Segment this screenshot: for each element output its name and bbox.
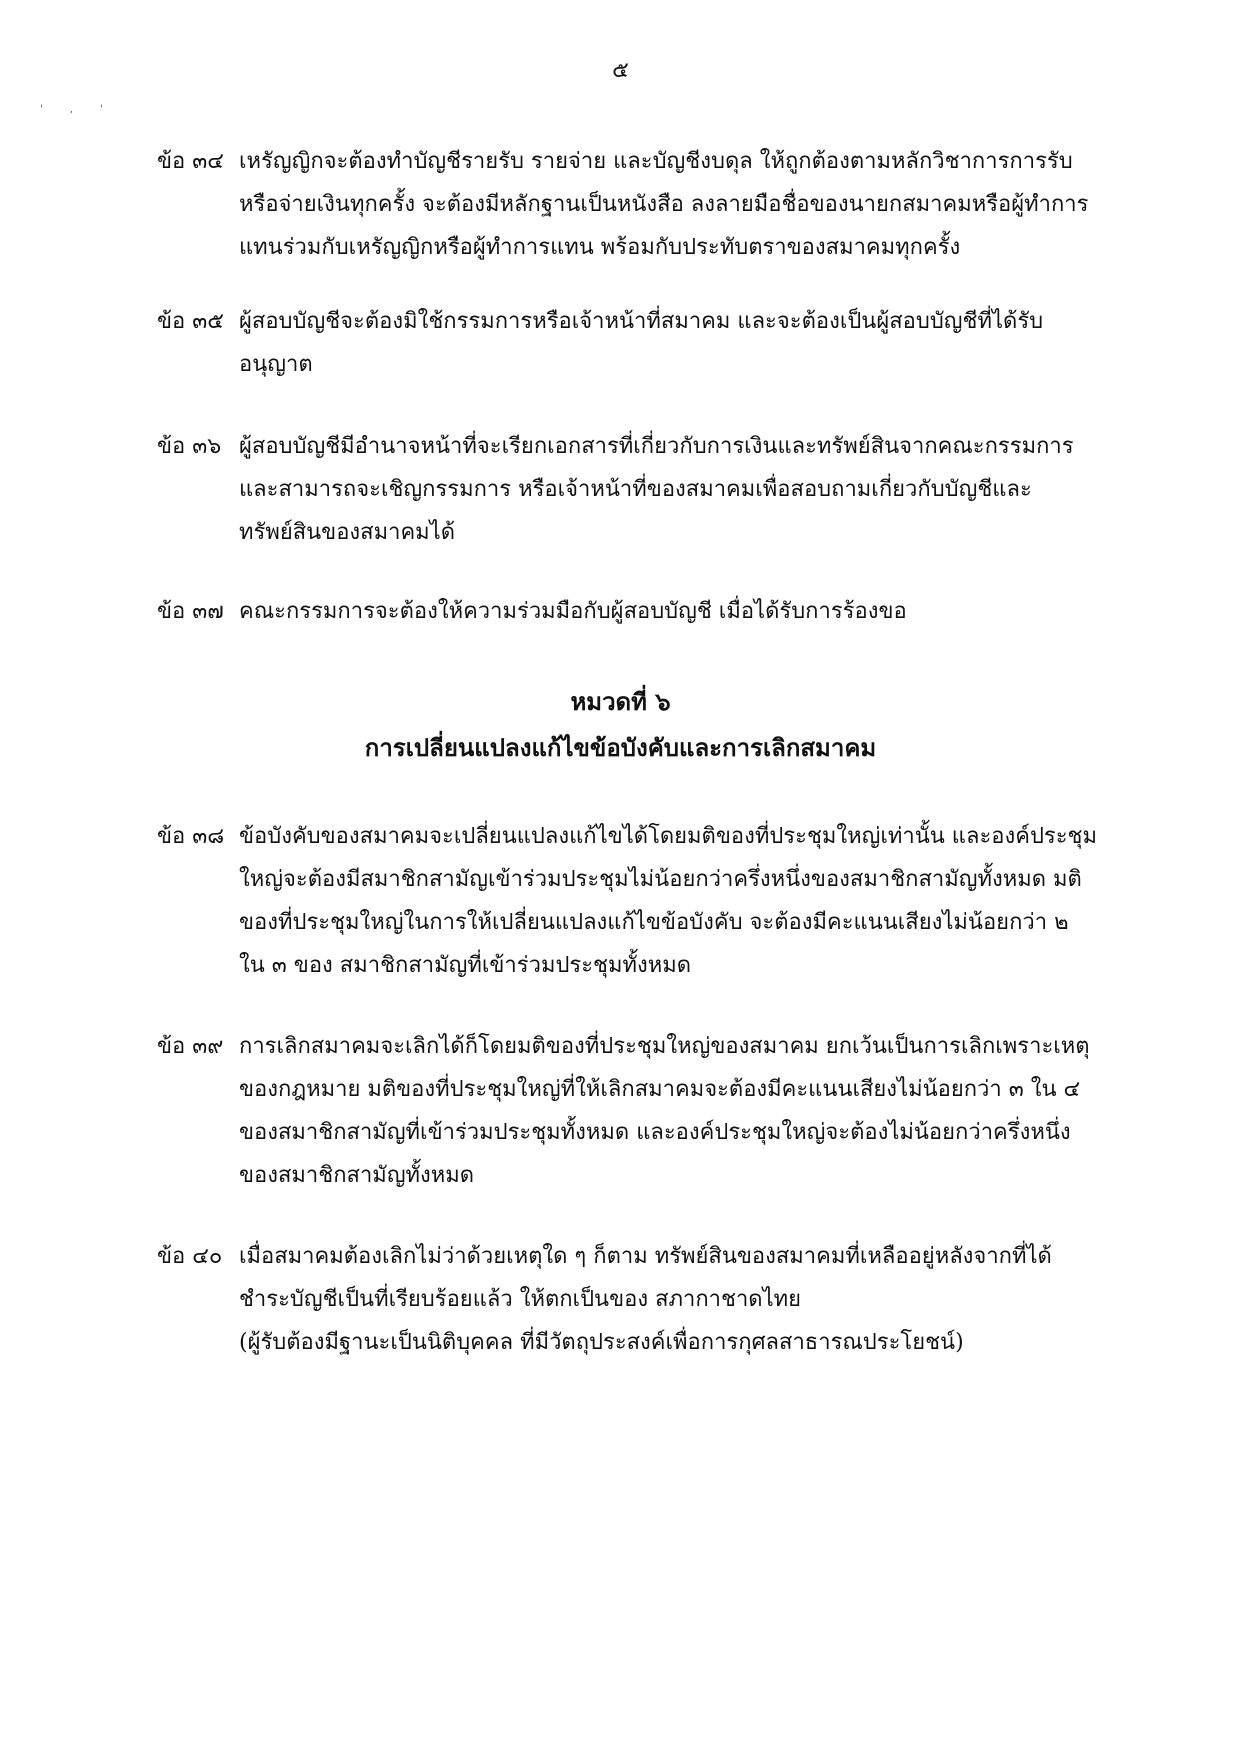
clause-note: (ผู้รับต้องมีฐานะเป็นนิติบุคคล ที่มีวัตถุประสงค์เพื่อการกุศลสาธารณประโยชน์) <box>239 1330 964 1355</box>
clause-text: ผู้สอบบัญชีมีอำนาจหน้าที่จะเรียกเอกสารที่เกี่ยวกับการเงินและทรัพย์สินจากคณะกรรมการและสามารถจะเชิญกรรมการ หรือเจ้าหน้าที่ของสมาคมเพื่อสอบถามเกี่ยวกับบัญชีและทรัพย์สินของสมาคมได้ <box>239 434 1074 545</box>
clause-37 <box>157 590 1097 633</box>
clause-text: เหรัญญิกจะต้องทำบัญชีรายรับ รายจ่าย และบัญชีงบดุล ให้ถูกต้องตามหลักวิชาการการรับหรือจ่ายเงินทุกครั้ง จะต้องมีหลักฐานเป็นหนังสือ ลงลายมือชื่อของนายกสมาคมหรือผู้ทำการแทนร่วมกับเหรัญญิกหรือผู้ทำการแทน พร้อมกับประทับตราของสมาคมทุกครั้ง <box>239 149 1089 260</box>
clause-text: ผู้สอบบัญชีจะต้องมิใช้กรรมการหรือเจ้าหน้าที่สมาคม และจะต้องเป็นผู้สอบบัญชีที่ได้รับอนุญาต <box>239 309 1044 377</box>
clause-34 <box>157 140 1097 269</box>
clause-text: ข้อบังคับของสมาคมจะเปลี่ยนแปลงแก้ไขได้โดยมติของที่ประชุมใหญ่เท่านั้น และองค์ประชุมใหญ่จะต้องมีสมาชิกสามัญเข้าร่วมประชุมไม่น้อยกว่าครึ่งหนึ่งของสมาชิกสามัญทั้งหมด มติของที่ประชุมใหญ่ในการให้เปลี่ยนแปลงแก้ไขข้อบังคับ จะต้องมีคะแนนเสียงไม่น้อยกว่า ๒ ใน ๓ ของ สมาชิกสามัญที่เข้าร่วมประชุมทั้งหมด <box>239 824 1097 978</box>
scan-specks: ' , ' <box>40 104 116 115</box>
clause-39 <box>157 1025 1097 1197</box>
clause-text: การเลิกสมาคมจะเลิกได้ก็โดยมติของที่ประชุมใหญ่ของสมาคม ยกเว้นเป็นการเลิกเพราะเหตุของกฎหมาย มติของที่ประชุมใหญ่ที่ให้เลิกสมาคมจะต้องมีคะแนนเสียงไม่น้อยกว่า ๓ ใน ๔ ของสมาชิกสามัญที่เข้าร่วมประชุมทั้งหมด และองค์ประชุมใหญ่จะต้องไม่น้อยกว่าครึ่งหนึ่งของสมาชิกสามัญทั้งหมด <box>239 1034 1090 1188</box>
clause-number: ข้อ ๓๘ <box>157 824 225 849</box>
clause-text: คณะกรรมการจะต้องให้ความร่วมมือกับผู้สอบบัญชี เมื่อได้รับการร้องขอ <box>239 599 907 624</box>
page-number: ๕ <box>612 58 629 83</box>
clause-text: เมื่อสมาคมต้องเลิกไม่ว่าด้วยเหตุใด ๆ ก็ตาม ทรัพย์สินของสมาคมที่เหลืออยู่หลังจากที่ได้ชำระบัญชีเป็นที่เรียบร้อยแล้ว ให้ตกเป็นของ สภากาชาดไทย <box>239 1244 1052 1312</box>
chapter-subtitle: การเปลี่ยนแปลงแก้ไขข้อบังคับและการเลิกสมาคม <box>364 733 877 762</box>
clause-number: ข้อ ๓๖ <box>157 434 222 459</box>
chapter-title: หมวดที่ ๖ <box>570 687 671 716</box>
clause-number: ข้อ ๓๗ <box>157 599 224 624</box>
clause-40 <box>157 1235 1097 1364</box>
clause-number: ข้อ ๓๕ <box>157 309 224 334</box>
clause-36 <box>157 425 1097 554</box>
clause-number: ข้อ ๓๙ <box>157 1034 224 1059</box>
clause-number: ข้อ ๔๐ <box>157 1244 223 1269</box>
clause-38 <box>157 815 1097 987</box>
clause-35 <box>157 300 1097 386</box>
clause-number: ข้อ ๓๔ <box>157 149 224 174</box>
